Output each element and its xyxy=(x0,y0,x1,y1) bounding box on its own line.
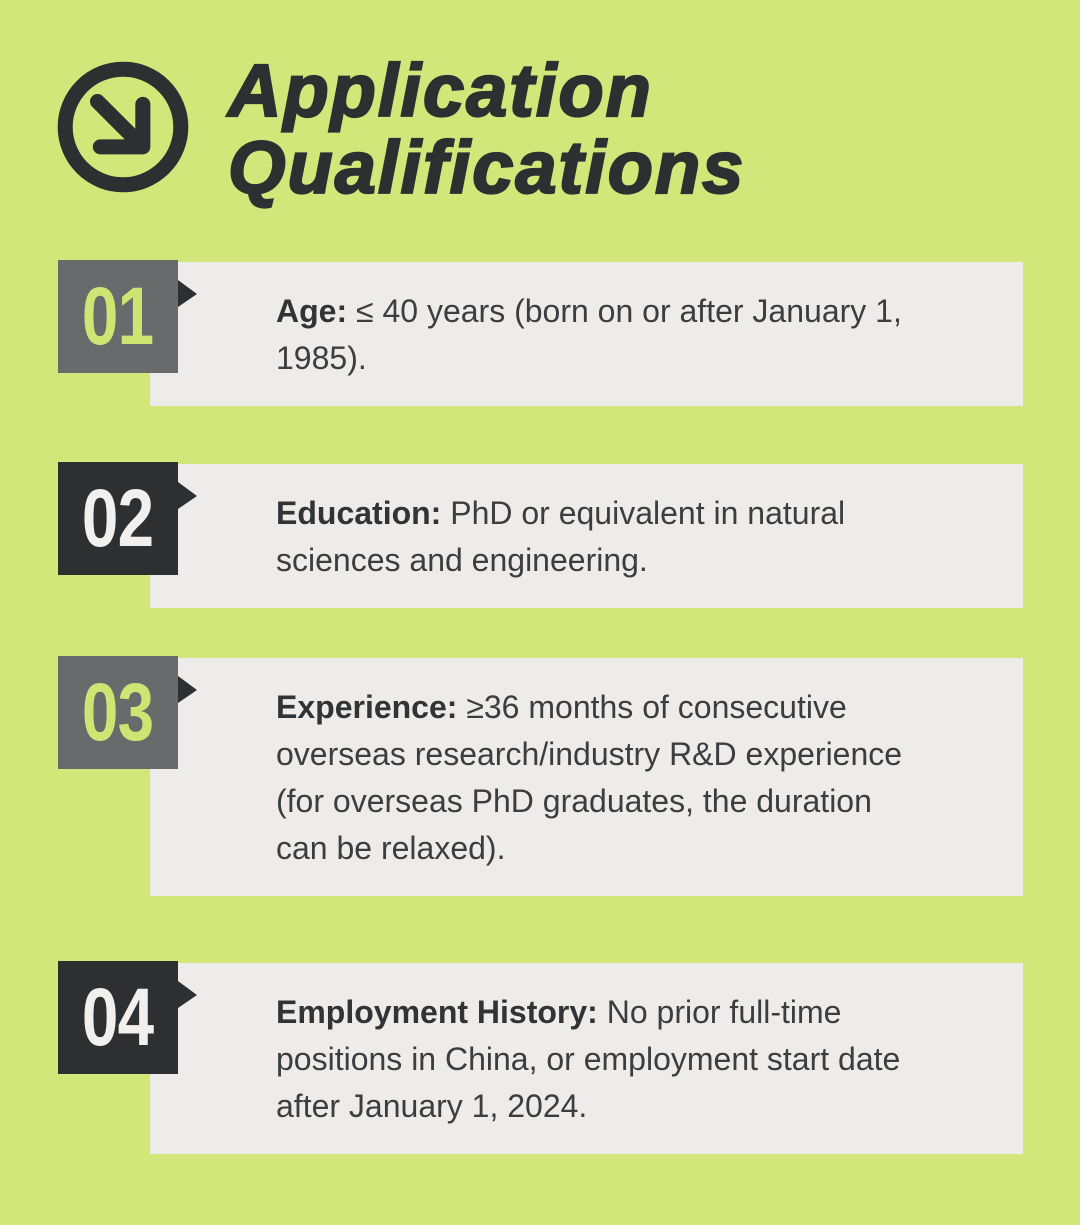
arrow-down-right-circle-icon xyxy=(55,59,191,195)
item-text-line: overseas research/industry R&D experience xyxy=(276,736,903,772)
item-text: PhD or equivalent in natural xyxy=(441,495,846,531)
qualification-item-experience xyxy=(58,658,1023,896)
item-text: ≤ 40 years (born on or after January 1, xyxy=(347,293,902,329)
item-label: Employment History: xyxy=(276,994,598,1030)
item-card xyxy=(150,262,1023,406)
item-card xyxy=(150,464,1023,608)
item-number-badge xyxy=(58,656,178,769)
item-label: Experience: xyxy=(276,689,458,725)
item-text-line xyxy=(276,989,973,1036)
item-number: 03 xyxy=(82,666,154,758)
item-text-line: after January 1, 2024. xyxy=(276,1088,588,1124)
qualification-item-employment-history xyxy=(58,963,1023,1154)
item-number-badge xyxy=(58,260,178,373)
item-number: 02 xyxy=(82,472,154,564)
item-text-line xyxy=(276,288,973,335)
page-title xyxy=(228,49,746,209)
item-number: 01 xyxy=(82,270,154,362)
item-card xyxy=(150,658,1023,896)
item-label: Age: xyxy=(276,293,348,329)
item-number: 04 xyxy=(82,971,154,1063)
item-text: No prior full-time xyxy=(597,994,842,1030)
item-text-line: (for overseas PhD graduates, the duration xyxy=(276,783,872,819)
qualification-item-age xyxy=(58,262,1023,406)
item-text-line xyxy=(276,490,973,537)
qualification-item-education xyxy=(58,464,1023,608)
item-text-line xyxy=(276,684,973,731)
item-text-line: sciences and engineering. xyxy=(276,542,648,578)
item-text-line: can be relaxed). xyxy=(276,830,506,866)
item-label: Education: xyxy=(276,495,442,531)
item-text: ≥36 months of consecutive xyxy=(457,689,847,725)
item-number-badge xyxy=(58,961,178,1074)
item-text-line: 1985). xyxy=(276,340,367,376)
item-card xyxy=(150,963,1023,1154)
item-number-badge xyxy=(58,462,178,575)
page-title-line2: Qualifications xyxy=(228,126,746,209)
item-text-line: positions in China, or employment start date xyxy=(276,1041,901,1077)
page-title-line1: Application xyxy=(228,49,653,132)
